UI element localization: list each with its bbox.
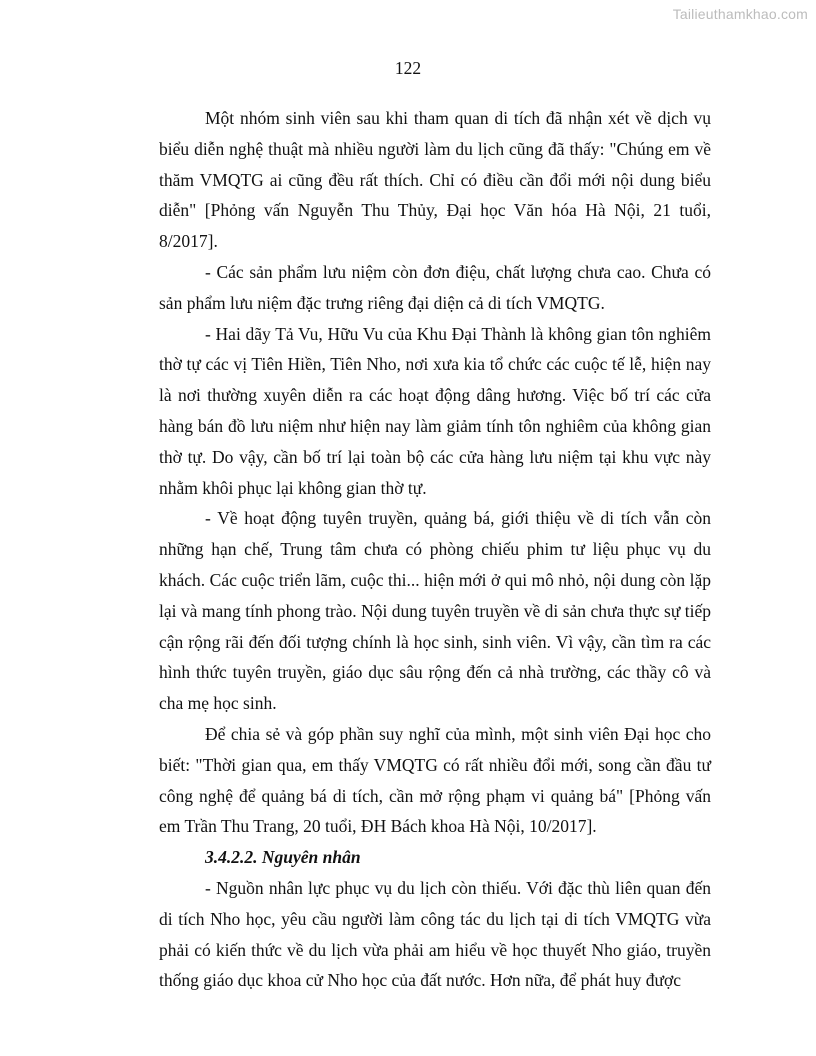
watermark: Tailieuthamkhao.com	[672, 6, 808, 22]
paragraph-human-resources: - Nguồn nhân lực phục vụ du lịch còn thiếu. Với đặc thù liên quan đến di tích Nho học, yêu cầu người làm công tác du lịch tại di tích VMQTG vừa phải có kiến thức về du lịch vừa phải am hiểu về học thuyết Nho giáo, truyền thống giáo dục khoa cử Nho học của đất nước. Hơn nữa, để phát huy được	[159, 877, 711, 991]
paragraph-interview-performance: Một nhóm sinh viên sau khi tham quan di tích đã nhận xét về dịch vụ biểu diễn nghệ thuật mà nhiều người làm du lịch cũng đã thấy: "Chúng em về thăm VMQTG ai cũng đều rất thích. Chỉ có điều cần đổi mới nội dung biểu diễn" [Phỏng vấn Nguyễn Thu Thủy, Đại học Văn hóa Hà Nội, 21 tuổi, 8/2017].	[159, 108, 711, 252]
paragraph-ta-vu-huu-vu: - Hai dãy Tả Vu, Hữu Vu của Khu Đại Thành là không gian tôn nghiêm thờ tự các vị Tiên Hiền, Tiên Nho, nơi xưa kia tổ chức các cuộc tế lễ, hiện nay là nơi thường xuyên diễn ra các hoạt động dâng hương. Việc bố trí các cửa hàng bán đồ lưu niệm như hiện nay làm giảm tính tôn nghiêm của không gian thờ tự. Do vậy, cần bố trí lại toàn bộ các cửa hàng lưu niệm tại khu vực này nhằm khôi phục lại không gian thờ tự.	[159, 323, 711, 498]
page-number: 122	[394, 58, 422, 78]
paragraph-promotion: - Về hoạt động tuyên truyền, quảng bá, giới thiệu về di tích vẫn còn những hạn chế, Trung tâm chưa có phòng chiếu phim tư liệu phục vụ du khách. Các cuộc triển lãm, cuộc thi... hiện mới ở qui mô nhỏ, nội dung còn lặp lại và mang tính phong trào. Nội dung tuyên truyền về di sản chưa thực sự tiếp cận rộng rãi đến đối tượng chính là học sinh, sinh viên. Vì vậy, cần tìm ra các hình thức tuyên truyền, giáo dục sâu rộng đến cả nhà trường, các thầy cô và cha mẹ học sinh.	[159, 508, 711, 714]
paragraph-souvenirs: - Các sản phẩm lưu niệm còn đơn điệu, chất lượng chưa cao. Chưa có sản phẩm lưu niệm đặc trưng riêng đại diện cả di tích VMQTG.	[159, 261, 711, 313]
paragraph-student-opinion: Để chia sẻ và góp phần suy nghĩ của mình, một sinh viên Đại học cho biết: "Thời gian qua, em thấy VMQTG có rất nhiều đổi mới, song cần đầu tư công nghệ để quảng bá di tích, cần mở rộng phạm vi quảng bá" [Phỏng vấn em Trần Thu Trang, 20 tuổi, ĐH Bách khoa Hà Nội, 10/2017].	[159, 723, 711, 837]
document-body	[159, 103, 711, 996]
section-heading: 3.4.2.2. Nguyên nhân	[205, 847, 361, 868]
